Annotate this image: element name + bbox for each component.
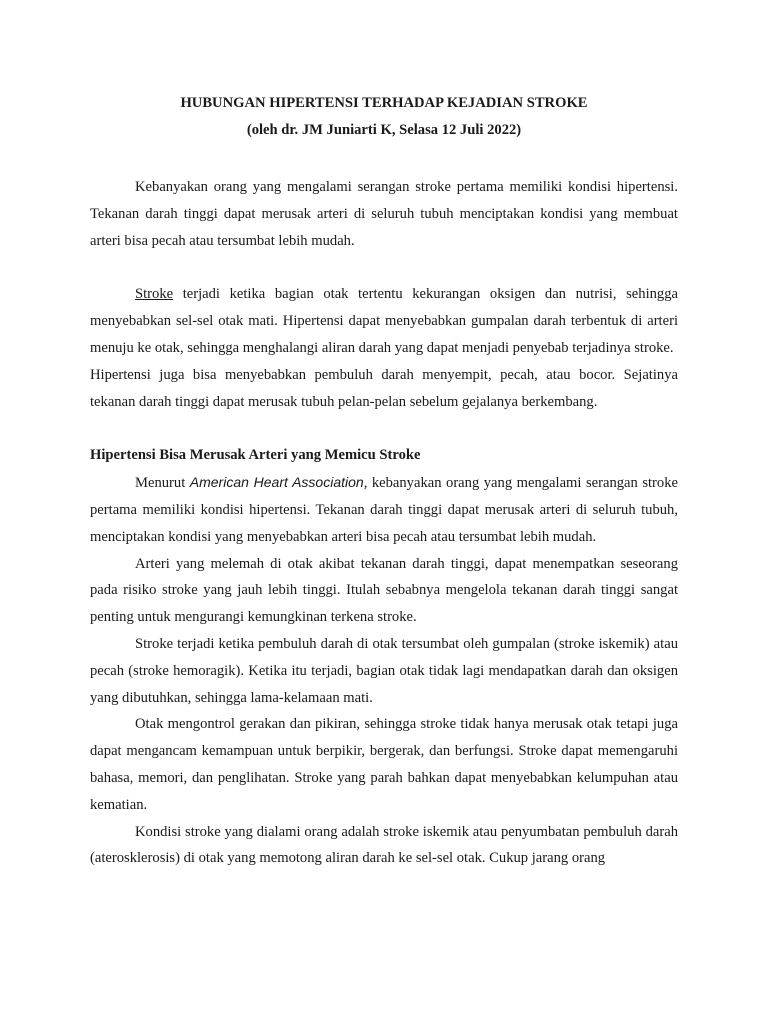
aha-text: , kebanyakan orang yang mengalami serangan stroke pertama memiliki kondisi hipertensi. Tekanan darah tinggi dapat merusak arteri di seluruh tubuh, menciptakan kondisi yang menyebabkan arteri bisa pecah atau tersumbat lebih mudah. <box>90 475 678 545</box>
aha-paragraph <box>90 469 678 550</box>
stroke-terjadi-paragraph: Stroke terjadi ketika pembuluh darah di otak tersumbat oleh gumpalan (stroke iskemik) atau pecah (stroke hemoragik). Ketika itu terjadi, bagian otak tidak lagi mendapatkan darah dan oksigen yang dibutuhkan, sehingga lama-kelamaan mati. <box>90 635 678 706</box>
section-heading: Hipertensi Bisa Merusak Arteri yang Memicu Stroke <box>90 447 421 464</box>
hypertension-paragraph: Hipertensi juga bisa menyebabkan pembuluh darah menyempit, pecah, atau bocor. Sejatinya tekanan darah tinggi dapat merusak tubuh pelan-pelan sebelum gejalanya berkembang. <box>90 366 678 410</box>
stroke-link-word: Stroke <box>135 286 174 303</box>
stroke-paragraph-text: terjadi ketika bagian otak tertentu kekurangan oksigen dan nutrisi, sehingga menyebabkan sel-sel otak mati. Hipertensi dapat menyebabkan gumpalan darah terbentuk di arteri menuju ke otak, sehingga menghalangi aliran darah yang dapat menjadi penyebab terjadinya stroke. <box>90 286 678 356</box>
stroke-paragraph <box>90 281 678 361</box>
aha-name: American Heart Association <box>189 474 364 491</box>
document-title: HUBUNGAN HIPERTENSI TERHADAP KEJADIAN STROKE <box>180 95 588 111</box>
kondisi-paragraph: Kondisi stroke yang dialami orang adalah stroke iskemik atau penyumbatan pembuluh darah (aterosklerosis) di otak yang memotong aliran darah ke sel-sel otak. Cukup jarang orang <box>90 823 678 867</box>
intro-paragraph: Kebanyakan orang yang mengalami serangan stroke pertama memiliki kondisi hipertensi. Tekanan darah tinggi dapat merusak arteri di seluruh tubuh menciptakan kondisi yang membuat arteri bisa pecah atau tersumbat lebih mudah. <box>90 179 678 249</box>
aha-prefix: Menurut <box>135 475 190 492</box>
spacer <box>90 254 678 281</box>
otak-paragraph: Otak mengontrol gerakan dan pikiran, sehingga stroke tidak hanya merusak otak tetapi juga dapat mengancam kemampuan untuk berpikir, bergerak, dan berfungsi. Stroke dapat memengaruhi bahasa, memori, dan penglihatan. Stroke yang parah bahkan dapat menyebabkan kelumpuhan atau kematian. <box>90 716 678 813</box>
document-subtitle: (oleh dr. JM Juniarti K, Selasa 12 Juli 2022) <box>246 122 522 138</box>
arteri-paragraph: Arteri yang melemah di otak akibat tekanan darah tinggi, dapat menempatkan seseorang pada risiko stroke yang jauh lebih tinggi. Itulah sebabnya mengelola tekanan darah tinggi sangat penting untuk mengurangi kemungkinan terkena stroke. <box>90 555 678 626</box>
document-page <box>90 90 678 872</box>
spacer <box>90 415 678 442</box>
spacer <box>90 144 678 174</box>
